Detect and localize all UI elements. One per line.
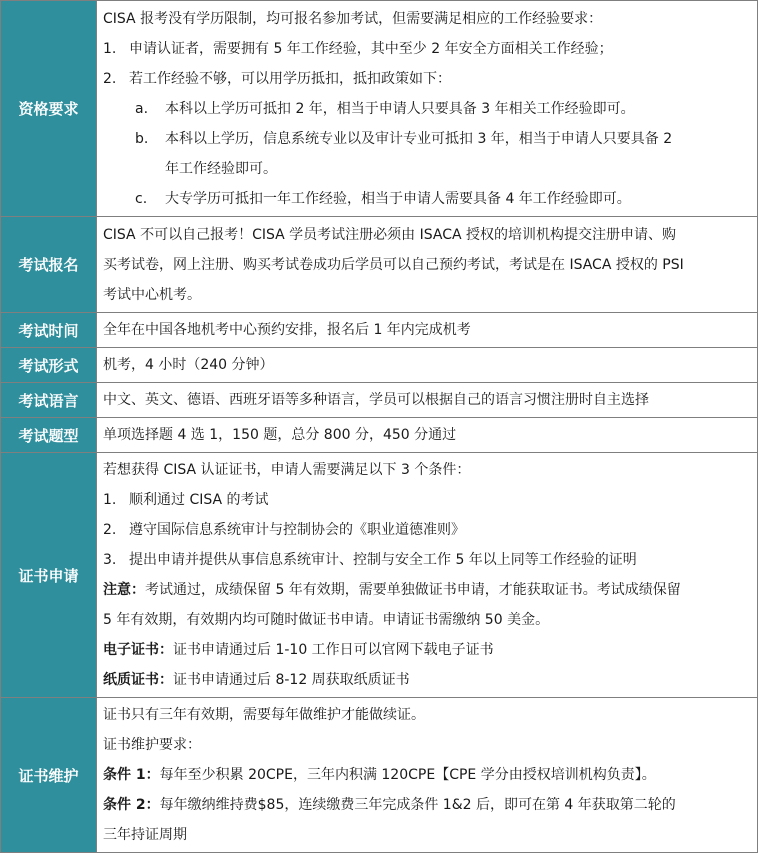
header-registration: 考试报名 [1,217,97,313]
eligibility-sub-c: c. 大专学历可抵扣一年工作经验，相当于申请人需要具备 4 年工作经验即可。 [135,190,631,207]
row-language [1,383,758,418]
eligibility-sub-b-cont: 年工作经验即可。 [165,160,277,177]
maintenance-line-2: 证书维护要求： [103,737,201,753]
content-eligibility [97,1,758,217]
registration-line-3: 考试中心机考。 [103,286,201,303]
content-registration [97,217,758,313]
maintenance-condition-2: 条件 2：每年缴纳维持费$85，连续缴费三年完成条件 1&2 后，即可在第 4 年获取第二轮的 [103,797,676,813]
row-format [1,348,758,383]
row-eligibility [1,1,758,217]
certificate-condition-2: 2. 遵守国际信息系统审计与控制协会的《职业道德准则》 [103,522,465,538]
header-questions: 考试题型 [1,418,97,453]
content-language: 中文、英文、德语、西班牙语等多种语言，学员可以根据自己的语言习惯注册时自主选择 [97,383,758,418]
registration-line-1: CISA 不可以自己报考！CISA 学员考试注册必须由 ISACA 授权的培训机构提交注册申请、购 [103,226,677,243]
header-language: 考试语言 [1,383,97,418]
content-certificate [97,453,758,698]
row-questions [1,418,758,453]
eligibility-item-2: 2. 若工作经验不够，可以用学历抵扣，抵扣政策如下： [103,70,451,87]
registration-line-2: 买考试卷，网上注册、购买考试卷成功后学员可以自己预约考试，考试是在 ISACA 授权的 PSI [103,256,684,273]
row-certificate [1,453,758,698]
certificate-note: 注意：考试通过，成绩保留 5 年有效期，需要单独做证书申请，才能获取证书。考试成绩保留 [103,582,681,598]
header-eligibility: 资格要求 [1,1,97,217]
certificate-condition-1: 1. 顺利通过 CISA 的考试 [103,492,269,508]
maintenance-condition-1: 条件 1：每年至少积累 20CPE，三年内积满 120CPE【CPE 学分由授权培训机构负责】。 [103,767,656,783]
eligibility-intro: CISA 报考没有学历限制，均可报名参加考试，但需要满足相应的工作经验要求： [103,10,603,27]
row-time [1,313,758,348]
content-time: 全年在中国各地机考中心预约安排，报名后 1 年内完成机考 [97,313,758,348]
eligibility-sub-b: b. 本科以上学历，信息系统专业以及审计专业可抵扣 3 年，相当于申请人只要具备 2 [135,130,673,147]
eligibility-item-1: 1. 申请认证者，需要拥有 5 年工作经验，其中至少 2 年安全方面相关工作经验； [103,40,613,57]
maintenance-condition-2-cont: 三年持证周期 [103,827,187,843]
row-maintenance [1,698,758,853]
header-time: 考试时间 [1,313,97,348]
header-format: 考试形式 [1,348,97,383]
certificate-paper: 纸质证书：证书申请通过后 8-12 周获取纸质证书 [103,672,410,688]
header-certificate: 证书申请 [1,453,97,698]
maintenance-line-1: 证书只有三年有效期，需要每年做维护才能做续证。 [103,707,425,723]
certificate-note-cont: 5 年有效期，有效期内均可随时做证书申请。申请证书需缴纳 50 美金。 [103,612,550,628]
eligibility-sub-a: a. 本科以上学历可抵扣 2 年，相当于申请人只要具备 3 年相关工作经验即可。 [135,100,635,117]
row-registration [1,217,758,313]
header-maintenance: 证书维护 [1,698,97,853]
certificate-intro: 若想获得 CISA 认证证书，申请人需要满足以下 3 个条件： [103,462,471,478]
content-maintenance [97,698,758,853]
certificate-condition-3: 3. 提出申请并提供从事信息系统审计、控制与安全工作 5 年以上同等工作经验的证明 [103,552,637,568]
content-questions: 单项选择题 4 选 1，150 题，总分 800 分，450 分通过 [97,418,758,453]
certificate-electronic: 电子证书：证书申请通过后 1-10 工作日可以官网下载电子证书 [103,642,494,658]
content-format: 机考，4 小时（240 分钟） [97,348,758,383]
